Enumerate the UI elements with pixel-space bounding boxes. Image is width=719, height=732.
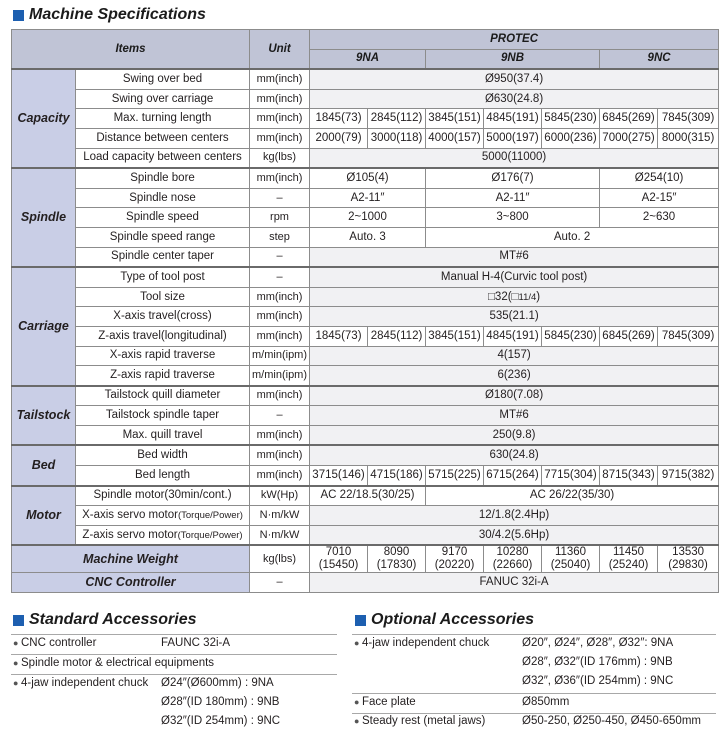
row-unit: – [250, 247, 310, 267]
weight-lbs: (15450) [318, 559, 359, 572]
category-capacity: Capacity [12, 69, 76, 168]
row-value: 6715(264) [484, 466, 542, 486]
row-value: 6845(269) [600, 326, 658, 346]
weight-kg: 7010 [325, 546, 352, 559]
row-value: 9715(382) [658, 466, 719, 486]
header-unit: Unit [250, 30, 310, 70]
row-unit: kg(lbs) [250, 148, 310, 168]
weight-kg: 11360 [554, 546, 587, 559]
category-tailstock: Tailstock [12, 386, 76, 446]
title-square-icon [13, 10, 24, 21]
weight-value [600, 545, 658, 573]
weight-value [310, 545, 368, 573]
row-unit: mm(inch) [250, 69, 310, 89]
row-item: Spindle bore [76, 168, 250, 188]
weight-value [426, 545, 484, 573]
row-item: Z-axis rapid traverse [76, 366, 250, 386]
row-unit: mm(inch) [250, 168, 310, 188]
row-item: Type of tool post [76, 267, 250, 287]
accessory-value: Ø20″, Ø24″, Ø28″, Ø32″: 9NA [522, 637, 674, 649]
row-value: 12/1.8(2.4Hp) [310, 506, 719, 526]
row-item [76, 506, 250, 526]
row-value: 6000(236) [542, 128, 600, 148]
row-value: 7715(304) [542, 466, 600, 486]
weight-value [658, 545, 719, 573]
spec-table [11, 29, 719, 593]
row-value: 2~1000 [310, 208, 426, 228]
row-value: 3000(118) [368, 128, 426, 148]
tool-size-end: ) [536, 290, 541, 303]
row-value: Ø105(4) [310, 168, 426, 188]
row-value: FANUC 32i-A [310, 573, 719, 593]
accessory-label: CNC controller [21, 637, 97, 649]
row-item: Spindle center taper [76, 247, 250, 267]
row-item: X-axis travel(cross) [76, 307, 250, 327]
row-unit: mm(inch) [250, 326, 310, 346]
row-unit: m/min(ipm) [250, 346, 310, 366]
row-value: 6845(269) [600, 109, 658, 129]
row-item [76, 525, 250, 545]
row-value: Auto. 3 [310, 227, 426, 247]
row-value: Ø630(24.8) [310, 89, 719, 109]
row-item: Bed length [76, 466, 250, 486]
row-value: 7845(309) [658, 326, 719, 346]
accessory-value: FAUNC 32i-A [161, 637, 231, 649]
accessory-value: Ø28″, Ø32″(ID 176mm) : 9NB [522, 656, 673, 668]
title-square-icon [13, 615, 24, 626]
weight-kg: 11450 [612, 546, 645, 559]
row-value: Ø254(10) [600, 168, 719, 188]
bullet-icon: ● [13, 638, 19, 648]
list-item [11, 675, 337, 731]
row-value: A2-11″ [310, 188, 426, 208]
accessory-value: Ø50-250, Ø250-450, Ø450-650mm [522, 715, 701, 727]
row-value: 3~800 [426, 208, 600, 228]
row-unit: step [250, 227, 310, 247]
item-note: (Torque/Power) [177, 529, 243, 541]
row-unit: mm(inch) [250, 109, 310, 129]
bullet-icon: ● [354, 638, 360, 648]
weight-value [368, 545, 426, 573]
row-value: 30/4.2(5.6Hp) [310, 525, 719, 545]
spec-table-wrapper [11, 29, 718, 593]
weight-lbs: (25240) [608, 559, 649, 572]
row-item: Swing over bed [76, 69, 250, 89]
row-value [310, 287, 719, 307]
standard-accessories-title: Standard Accessories [13, 611, 196, 629]
list-item [11, 655, 337, 675]
row-value: A2-11″ [426, 188, 600, 208]
row-item: Distance between centers [76, 128, 250, 148]
row-value: 3715(146) [310, 466, 368, 486]
machine-weight-label: Machine Weight [12, 545, 250, 573]
row-unit: N·m/kW [250, 506, 310, 526]
row-value: Ø950(37.4) [310, 69, 719, 89]
row-item: Spindle motor(30min/cont.) [76, 486, 250, 506]
accessory-label: Spindle motor & electrical equipments [21, 657, 215, 669]
weight-lbs: (20220) [434, 559, 475, 572]
weight-kg: 9170 [441, 546, 468, 559]
row-value: Ø180(7.08) [310, 386, 719, 406]
tool-size-main: □32(□ [487, 290, 519, 303]
weight-lbs: (25040) [550, 559, 591, 572]
row-item: Tool size [76, 287, 250, 307]
row-unit: – [250, 573, 310, 593]
cnc-controller-label: CNC Controller [12, 573, 250, 593]
header-model: 9NB [426, 49, 600, 69]
row-unit: mm(inch) [250, 445, 310, 465]
row-value: Ø176(7) [426, 168, 600, 188]
accessory-label: 4-jaw independent chuck [21, 677, 149, 689]
list-item [352, 635, 716, 694]
row-item: Spindle nose [76, 188, 250, 208]
row-value: 2000(79) [310, 128, 368, 148]
tool-size-fraction: 11/4 [518, 291, 537, 303]
list-item [11, 635, 337, 655]
row-value: 5845(230) [542, 109, 600, 129]
row-value: 2845(112) [368, 109, 426, 129]
row-unit: mm(inch) [250, 466, 310, 486]
row-value: 4715(186) [368, 466, 426, 486]
row-item: Max. quill travel [76, 425, 250, 445]
category-carriage: Carriage [12, 267, 76, 386]
row-unit: mm(inch) [250, 128, 310, 148]
optional-accessories-list [352, 634, 716, 731]
header-model: 9NA [310, 49, 426, 69]
row-unit: kg(lbs) [250, 545, 310, 573]
weight-value [542, 545, 600, 573]
weight-lbs: (29830) [668, 559, 708, 572]
accessory-value: Ø32″(ID 254mm) : 9NC [161, 715, 281, 727]
accessory-value: Ø850mm [522, 696, 570, 708]
row-item: Tailstock quill diameter [76, 386, 250, 406]
specs-title: Machine Specifications [13, 6, 206, 24]
accessory-value: Ø28″(ID 180mm) : 9NB [161, 696, 280, 708]
bullet-icon: ● [354, 697, 360, 707]
row-value: 2~630 [600, 208, 719, 228]
item-text: Z-axis servo motor [82, 528, 178, 541]
bullet-icon: ● [354, 716, 360, 726]
category-spindle: Spindle [12, 168, 76, 267]
row-value: 3845(151) [426, 109, 484, 129]
row-value: 2845(112) [368, 326, 426, 346]
item-note: (Torque/Power) [177, 510, 243, 522]
row-value: 8715(343) [600, 466, 658, 486]
row-value: 250(9.8) [310, 425, 719, 445]
accessory-value: Ø32″, Ø36″(ID 254mm) : 9NC [522, 675, 674, 687]
row-value: 7845(309) [658, 109, 719, 129]
header-model: 9NC [600, 49, 719, 69]
row-unit: mm(inch) [250, 89, 310, 109]
row-unit: mm(inch) [250, 386, 310, 406]
list-item [352, 713, 716, 732]
row-value: Auto. 2 [426, 227, 719, 247]
row-value: 4(157) [310, 346, 719, 366]
accessory-label: 4-jaw independent chuck [362, 637, 490, 649]
weight-kg: 8090 [383, 546, 410, 559]
row-value: 8000(315) [658, 128, 719, 148]
row-value: 1845(73) [310, 326, 368, 346]
row-item: Z-axis travel(longitudinal) [76, 326, 250, 346]
row-unit: mm(inch) [250, 287, 310, 307]
title-square-icon [355, 615, 366, 626]
row-value: 5000(11000) [310, 148, 719, 168]
row-item: Max. turning length [76, 109, 250, 129]
row-unit: mm(inch) [250, 425, 310, 445]
optional-accessories-title: Optional Accessories [355, 611, 534, 629]
row-unit: m/min(ipm) [250, 366, 310, 386]
row-value: A2-15″ [600, 188, 719, 208]
row-value: 3845(151) [426, 326, 484, 346]
accessory-label: Face plate [362, 696, 416, 708]
row-value: 535(21.1) [310, 307, 719, 327]
weight-lbs: (17830) [376, 559, 417, 572]
list-item [352, 694, 716, 714]
row-value: 4000(157) [426, 128, 484, 148]
row-value: 630(24.8) [310, 445, 719, 465]
row-value: MT#6 [310, 406, 719, 426]
row-item: Spindle speed [76, 208, 250, 228]
row-item: Swing over carriage [76, 89, 250, 109]
row-value: 7000(275) [600, 128, 658, 148]
row-item: Load capacity between centers [76, 148, 250, 168]
weight-kg: 10280 [496, 546, 529, 559]
row-item: Bed width [76, 445, 250, 465]
row-value: MT#6 [310, 247, 719, 267]
weight-lbs: (22660) [492, 559, 533, 572]
row-value: Manual H-4(Curvic tool post) [310, 267, 719, 287]
accessory-value: Ø24″(Ø600mm) : 9NA [161, 677, 274, 689]
row-value: 5845(230) [542, 326, 600, 346]
row-unit: mm(inch) [250, 307, 310, 327]
row-value: 1845(73) [310, 109, 368, 129]
row-unit: – [250, 267, 310, 287]
bullet-icon: ● [13, 678, 19, 688]
bullet-icon: ● [13, 658, 19, 668]
row-item: Spindle speed range [76, 227, 250, 247]
row-value: 6(236) [310, 366, 719, 386]
row-unit: – [250, 406, 310, 426]
weight-value [484, 545, 542, 573]
row-value: AC 26/22(35/30) [426, 486, 719, 506]
row-value: 4845(191) [484, 109, 542, 129]
category-bed: Bed [12, 445, 76, 485]
item-text: X-axis servo motor [82, 509, 178, 522]
category-motor: Motor [12, 486, 76, 546]
row-unit: N·m/kW [250, 525, 310, 545]
row-unit: – [250, 188, 310, 208]
row-item: X-axis rapid traverse [76, 346, 250, 366]
header-items: Items [12, 30, 250, 70]
row-value: 5715(225) [426, 466, 484, 486]
header-brand: PROTEC [310, 30, 719, 50]
row-unit: kW(Hp) [250, 486, 310, 506]
accessory-label: Steady rest (metal jaws) [362, 715, 486, 727]
row-value: AC 22/18.5(30/25) [310, 486, 426, 506]
row-item: Tailstock spindle taper [76, 406, 250, 426]
row-value: 4845(191) [484, 326, 542, 346]
row-unit: rpm [250, 208, 310, 228]
standard-accessories-list [11, 634, 337, 731]
weight-kg: 13530 [672, 546, 705, 559]
row-value: 5000(197) [484, 128, 542, 148]
